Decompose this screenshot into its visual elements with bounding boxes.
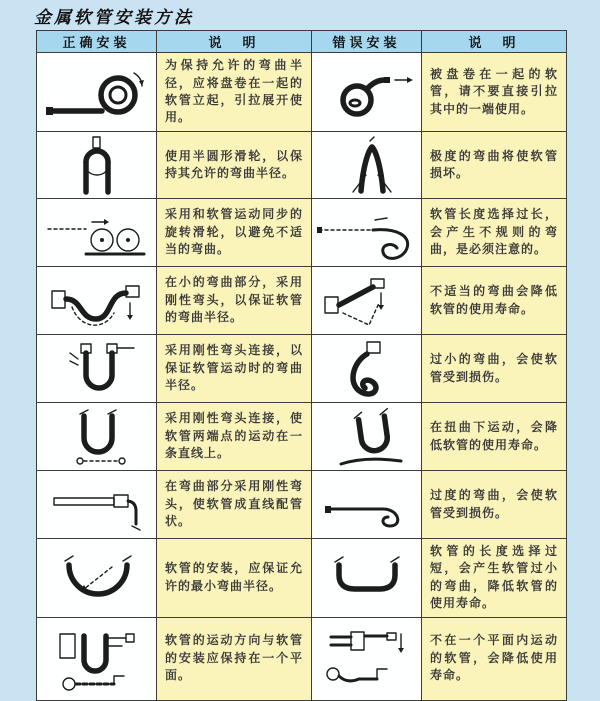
rigid-elbow-u-hose-icon (42, 339, 152, 399)
out-of-plane-motion-icon (317, 622, 417, 696)
correct-description: 为保持允许的弯曲半径，应将盘卷在一起的软管立起，引拉展开使用。 (157, 53, 312, 132)
correct-description: 在小的弯曲部分，采用刚性弯头，以保证软管的弯曲半径。 (157, 267, 312, 335)
correct-description: 采用刚性弯头连接，使软管两端点的运动在一条直线上。 (157, 403, 312, 471)
improper-bend-hose-icon (317, 271, 417, 331)
wrong-description: 过小的弯曲，会使软管受到损伤。 (422, 335, 567, 403)
wrong-illustration-cell (312, 539, 422, 618)
table-row (37, 403, 567, 471)
wrong-description: 不在一个平面内运动的软管，会降低使用寿命。 (422, 617, 567, 700)
single-plane-motion-icon (42, 622, 152, 696)
table-row (37, 199, 567, 267)
rotating-pulleys-hose-icon (42, 204, 152, 262)
wrong-description: 不适当的弯曲会降低软管的使用寿命。 (422, 267, 567, 335)
wrong-illustration-cell (312, 53, 422, 132)
table-row (37, 267, 567, 335)
header-wrong-install: 错误安装 (312, 31, 422, 53)
wrong-illustration-cell (312, 267, 422, 335)
wrong-description: 过度的弯曲，会使软管受到损伤。 (422, 471, 567, 539)
wrong-illustration-cell (312, 132, 422, 199)
correct-description: 采用和软管运动同步的旋转滑轮，以避免不适当的弯曲。 (157, 199, 312, 267)
wrong-description: 被盘卷在一起的软管，请不要直接引拉其中的一端使用。 (422, 53, 567, 132)
wrong-illustration-cell (312, 617, 422, 700)
extreme-bend-hose-icon (317, 135, 417, 195)
correct-illustration-cell (37, 132, 157, 199)
wrong-illustration-cell (312, 199, 422, 267)
correct-illustration-cell (37, 199, 157, 267)
too-small-bend-hose-icon (317, 338, 417, 400)
correct-illustration-cell (37, 335, 157, 403)
correct-description: 在弯曲部分采用刚性弯头，使软管成直线配管状。 (157, 471, 312, 539)
table-row (37, 132, 567, 199)
table-row (37, 617, 567, 700)
wrong-illustration-cell (312, 471, 422, 539)
correct-description: 软管的安装，应保证允许的最小弯曲半径。 (157, 539, 312, 618)
correct-illustration-cell (37, 539, 157, 618)
correct-description: 采用刚性弯头连接，以保证软管运动时的弯曲半径。 (157, 335, 312, 403)
semicircular-pulley-hose-icon (42, 135, 152, 195)
straight-piping-elbow-icon (42, 476, 152, 534)
correct-illustration-cell (37, 617, 157, 700)
inline-motion-u-hose-icon (42, 406, 152, 468)
page-title: 金属软管安装方法 (34, 8, 194, 28)
standing-coil-hose-icon (42, 61, 152, 123)
too-short-hose-icon (317, 549, 417, 607)
installation-table (36, 30, 567, 701)
wrong-description: 软管的长度选择过短，会产生软管过小的弯曲，降低软管的使用寿命。 (422, 539, 567, 618)
header-description-2: 说 明 (422, 31, 567, 53)
header-description-1: 说 明 (157, 31, 312, 53)
irregular-bend-hose-icon (315, 204, 419, 262)
header-row (37, 31, 567, 53)
correct-illustration-cell (37, 267, 157, 335)
header-correct-install: 正确安装 (37, 31, 157, 53)
correct-illustration-cell (37, 471, 157, 539)
table-row (37, 335, 567, 403)
table-row (37, 471, 567, 539)
wrong-description: 软管长度选择过长，会产生不规则的弯曲，是必须注意的。 (422, 199, 567, 267)
table-row (37, 53, 567, 132)
pulled-coil-hose-icon (317, 62, 417, 122)
table-row (37, 539, 567, 618)
correct-description: 软管的运动方向与软管的安装应保持在一个平面。 (157, 617, 312, 700)
twisted-u-hose-icon (317, 406, 417, 468)
over-bent-end-hose-icon (317, 476, 417, 534)
wrong-illustration-cell (312, 335, 422, 403)
correct-description: 使用半圆形滑轮，以保持其允许的弯曲半径。 (157, 132, 312, 199)
wrong-illustration-cell (312, 403, 422, 471)
correct-illustration-cell (37, 53, 157, 132)
wrong-description: 在扭曲下运动，会降低软管的使用寿命。 (422, 403, 567, 471)
wrong-description: 极度的弯曲将使软管损坏。 (422, 132, 567, 199)
correct-illustration-cell (37, 403, 157, 471)
rigid-elbow-small-bend-icon (42, 271, 152, 331)
min-bend-radius-u-icon (42, 547, 152, 609)
